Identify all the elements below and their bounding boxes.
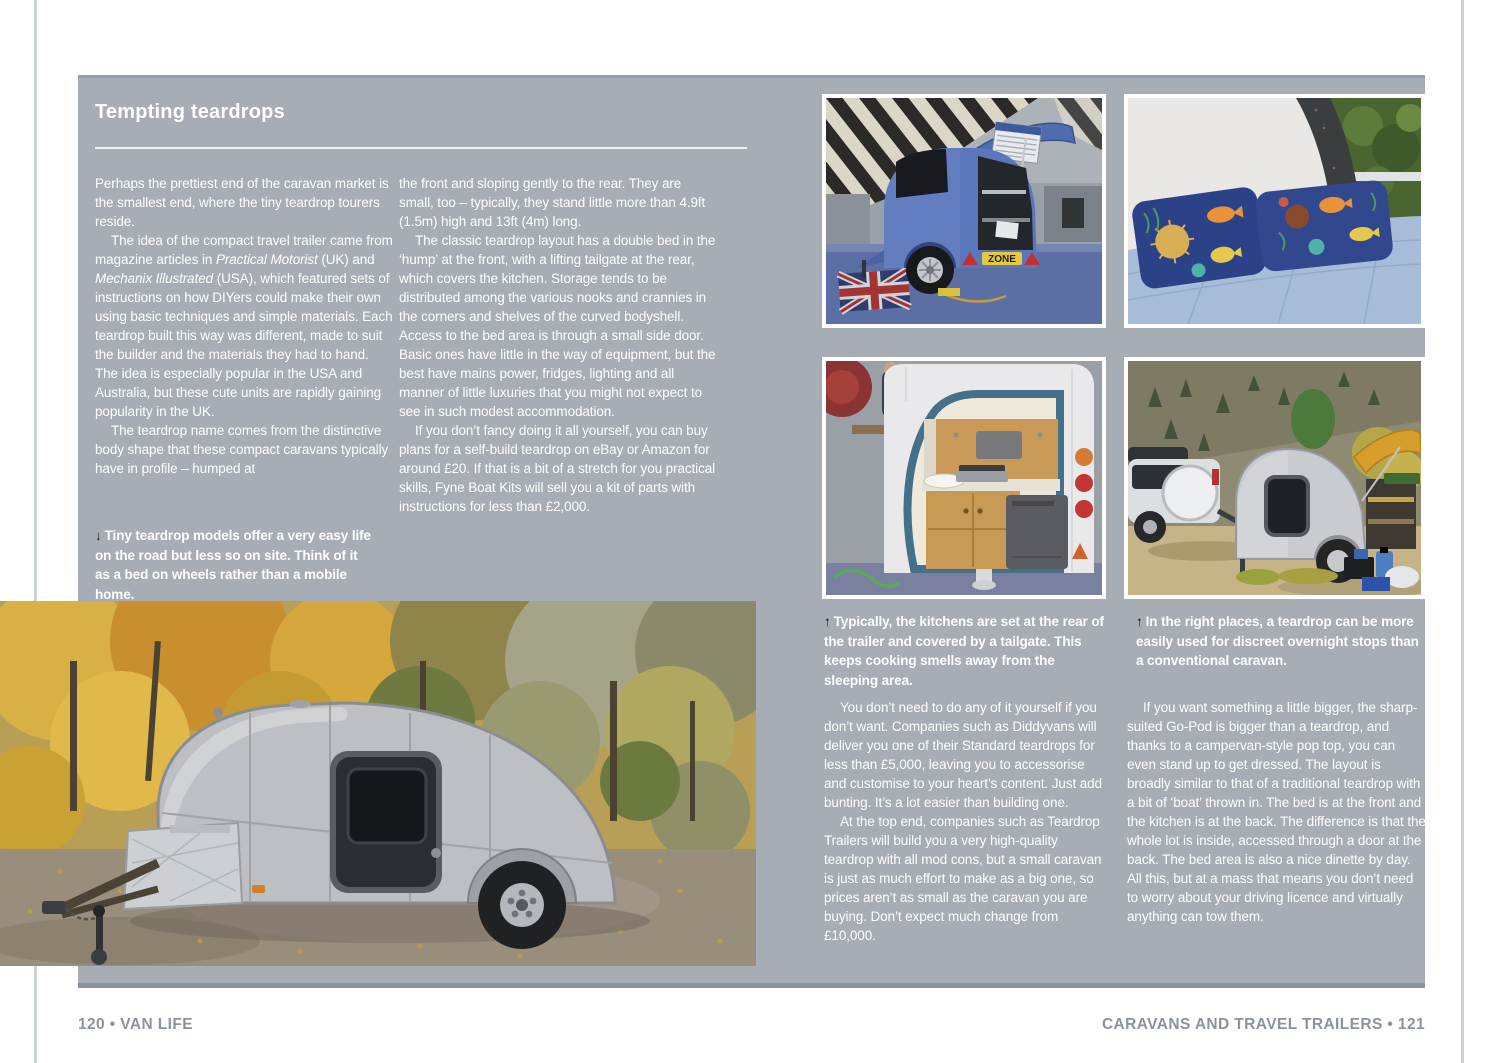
- fish-pillow-right: [1254, 179, 1394, 272]
- paragraph: Perhaps the prettiest end of the caravan market is the smallest end, where the tiny teardrop tourers reside.: [95, 176, 389, 229]
- paragraph-text: The idea of the compact travel trailer came from magazine articles in: [95, 233, 393, 267]
- up-arrow-icon: ↑: [1136, 614, 1143, 629]
- folio-right: CARAVANS AND TRAVEL TRAILERS • 121: [1101, 1016, 1425, 1033]
- page-trim-line-right: [1461, 0, 1464, 1063]
- caption-text: Typically, the kitchens are set at the rear of the trailer and covered by a tailgate. This keeps cooking smells away from the sleeping area.: [824, 614, 1104, 688]
- heading-rule: [95, 147, 747, 149]
- paragraph: the front and sloping gently to the rear. They are small, too – typically, they stand little more than 4.9ft (1.5m) high and 13ft (4m) long.: [399, 176, 706, 229]
- photo-bed-interior-illustration: [1128, 98, 1421, 324]
- caption-text: Tiny teardrop models offer a very easy life on the road but less so on site. Think of it as a bed on wheels rather than a mobile home.: [95, 528, 371, 602]
- photo-caption-overnight: [1136, 612, 1428, 671]
- magazine-title: Practical Motorist: [215, 252, 318, 267]
- paragraph: You don’t need to do any of it yourself if you don’t want. Companies such as Diddyvans will deliver you one of their Standard teardrops for less than £5,000, leaving you to accessorise and customise to your heart’s content. Just add bunting. It’s a lot easier than building one.: [824, 700, 1102, 810]
- paragraph-text: (USA), which featured sets of instructions on how DIYers could make their own using basic techniques and simple materials. Each teardrop built this way was different, made to suit the builder and the materials they had to hand. The idea is especially popular in the USA and Australia, but these cute units are rapidly gaining popularity in the UK.: [95, 271, 393, 419]
- caption-text: In the right places, a teardrop can be more easily used for discreet overnight stops than a conventional caravan.: [1136, 614, 1419, 668]
- up-arrow-icon: ↑: [824, 614, 831, 629]
- paragraph: If you don’t fancy doing it all yourself, you can buy plans for a self-build teardrop on eBay or Amazon for around £20. If that is a bit of a stretch for you practical skills, Fyne Boat Kits will sell you a kit of parts with instructions for less than £2,000.: [399, 423, 716, 514]
- text-column-4: [1127, 698, 1427, 926]
- union-jack-rug: [838, 269, 910, 312]
- photo-silver-teardrop-autumn: [0, 601, 756, 966]
- down-arrow-icon: ↓: [95, 528, 102, 543]
- number-plate-text: ZONE: [988, 254, 1016, 265]
- paragraph-text: (UK) and: [317, 252, 375, 267]
- photo-galley-kitchen: [822, 357, 1106, 599]
- folio-left: 120 • VAN LIFE: [78, 1016, 193, 1033]
- photo-campsite-teardrop: [1124, 357, 1425, 599]
- photo-caption-kitchens: [824, 612, 1108, 690]
- paragraph: [95, 231, 395, 421]
- photo-campsite-teardrop-illustration: [1128, 361, 1421, 595]
- photo-caption-road: [95, 526, 375, 604]
- paragraph: If you want something a little bigger, the sharp-suited Go-Pod is bigger than a teardrop, and thanks to a campervan-style pop top, you can even stand up to get dressed. The layout is broadly similar to that of a traditional teardrop with a bit of ‘boat’ thrown in. The bed is at the front and the kitchen is at the back. The difference is that the whole lot is inside, accessed through a door at the back. The bed area is also a nice dinette by day. All this, but at a mass that means you don’t need to worry about your driving licence and virtually anything can tow them.: [1127, 700, 1426, 924]
- photo-blue-teardrop-show-illustration: [826, 98, 1102, 324]
- photo-blue-teardrop-show: [822, 94, 1106, 328]
- magazine-title: Mechanix Illustrated: [95, 271, 214, 286]
- fish-pillow-left: [1130, 186, 1267, 291]
- paragraph: The teardrop name comes from the distinctive body shape that these compact caravans typically have in profile – humped at: [95, 423, 389, 476]
- section-heading: Tempting teardrops: [95, 101, 285, 123]
- text-column-3: [824, 698, 1104, 945]
- paragraph: The classic teardrop layout has a double bed in the ‘hump’ at the front, with a lifting tailgate at the rear, which covers the kitchen. Storage tends to be distributed among the various nooks and crannies in the corners and shelves of the curved bodyshell. Access to the bed area is through a small side door. Basic ones have little in the way of equipment, but the best have mains power, fridges, lighting and all manner of little luxuries that you might not expect to see in such modest accommodation.: [399, 233, 716, 419]
- paragraph: At the top end, companies such as Teardrop Trailers will build you a very high-quality teardrop with all mod cons, but a small caravan is just as much effort to make as a big one, so prices aren’t as small as the caravan you are buying. Don’t expect much change from £10,000.: [824, 814, 1102, 943]
- photo-galley-kitchen-illustration: [826, 361, 1102, 595]
- text-column-1: [95, 174, 395, 478]
- photo-bed-interior: [1124, 94, 1425, 328]
- text-column-2: [399, 174, 717, 516]
- photo-silver-teardrop-autumn-illustration: [0, 601, 756, 966]
